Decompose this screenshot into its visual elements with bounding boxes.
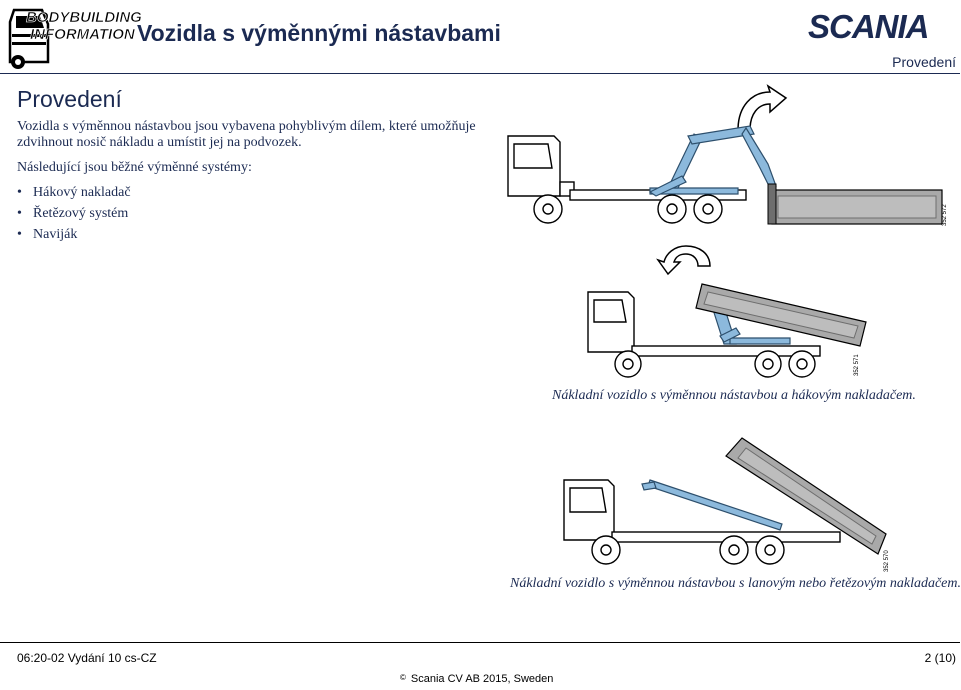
- logo-line-1: BODYBUILDING: [26, 9, 142, 26]
- figure-code: 352 572: [942, 204, 948, 226]
- figure-code: 352 571: [854, 354, 860, 376]
- list-item-label: Naviják: [33, 227, 78, 242]
- list-item: [17, 206, 131, 227]
- section-heading: Provedení: [17, 86, 122, 112]
- intro-paragraph: Vozidla s výměnnou nástavbou jsou vybavena pohyblivým dílem, které umožňuje zdvihnout nosič nákladu a umístit jej na podvozek.: [17, 119, 476, 150]
- list-item: [17, 185, 131, 206]
- footer-page-number: 2 (10): [924, 651, 956, 665]
- truck-cab: [508, 136, 574, 196]
- copyright-text: Scania CV AB 2015, Sweden: [410, 673, 554, 685]
- footer-copyright: [400, 673, 553, 685]
- container: [768, 184, 942, 224]
- logo-line-2: INFORMATION: [30, 26, 135, 43]
- copyright-symbol: ©: [400, 673, 406, 682]
- footer-document-id: 06:20-02 Vydání 10 cs-CZ: [17, 651, 157, 665]
- bodybuilding-information-logo: [4, 2, 142, 72]
- list-item: [17, 227, 131, 248]
- curved-arrow-icon: [658, 246, 710, 274]
- header-section-label: Provedení: [892, 54, 956, 70]
- truck-cab: [588, 292, 634, 352]
- list-item-label: Hákový nakladač: [33, 185, 131, 200]
- hook-loader-lifting-illustration: [500, 84, 960, 230]
- hook-loader-tipping-illustration: [570, 240, 880, 380]
- chain-loader-illustration: [550, 432, 896, 574]
- scania-wordmark: SCANIA: [808, 8, 929, 45]
- chain-arms: [642, 480, 782, 530]
- footer-divider: [0, 642, 960, 643]
- figure-caption-hook: Nákladní vozidlo s výměnnou nástavbou a hákovým nakladačem.: [552, 388, 916, 403]
- hook-arm: [650, 126, 776, 196]
- curved-arrow-icon: [738, 86, 786, 130]
- bullet: •: [17, 206, 22, 221]
- header-divider: [0, 73, 960, 74]
- figure-caption-chain: Nákladní vozidlo s výměnnou nástavbou s lanovým nebo řetězovým nakladačem.: [510, 576, 961, 591]
- truck-cab: [564, 480, 614, 540]
- document-title: Vozidla s výměnnými nástavbami: [137, 20, 501, 46]
- scania-logo: [808, 8, 958, 44]
- bullet: •: [17, 185, 22, 200]
- bullet: •: [17, 227, 22, 242]
- systems-list: [17, 185, 131, 248]
- figure-code: 352 570: [884, 550, 890, 572]
- list-item-label: Řetězový systém: [33, 206, 129, 221]
- systems-lead-text: Následující jsou běžné výměnné systémy:: [17, 160, 252, 175]
- chassis-frame: [632, 346, 820, 356]
